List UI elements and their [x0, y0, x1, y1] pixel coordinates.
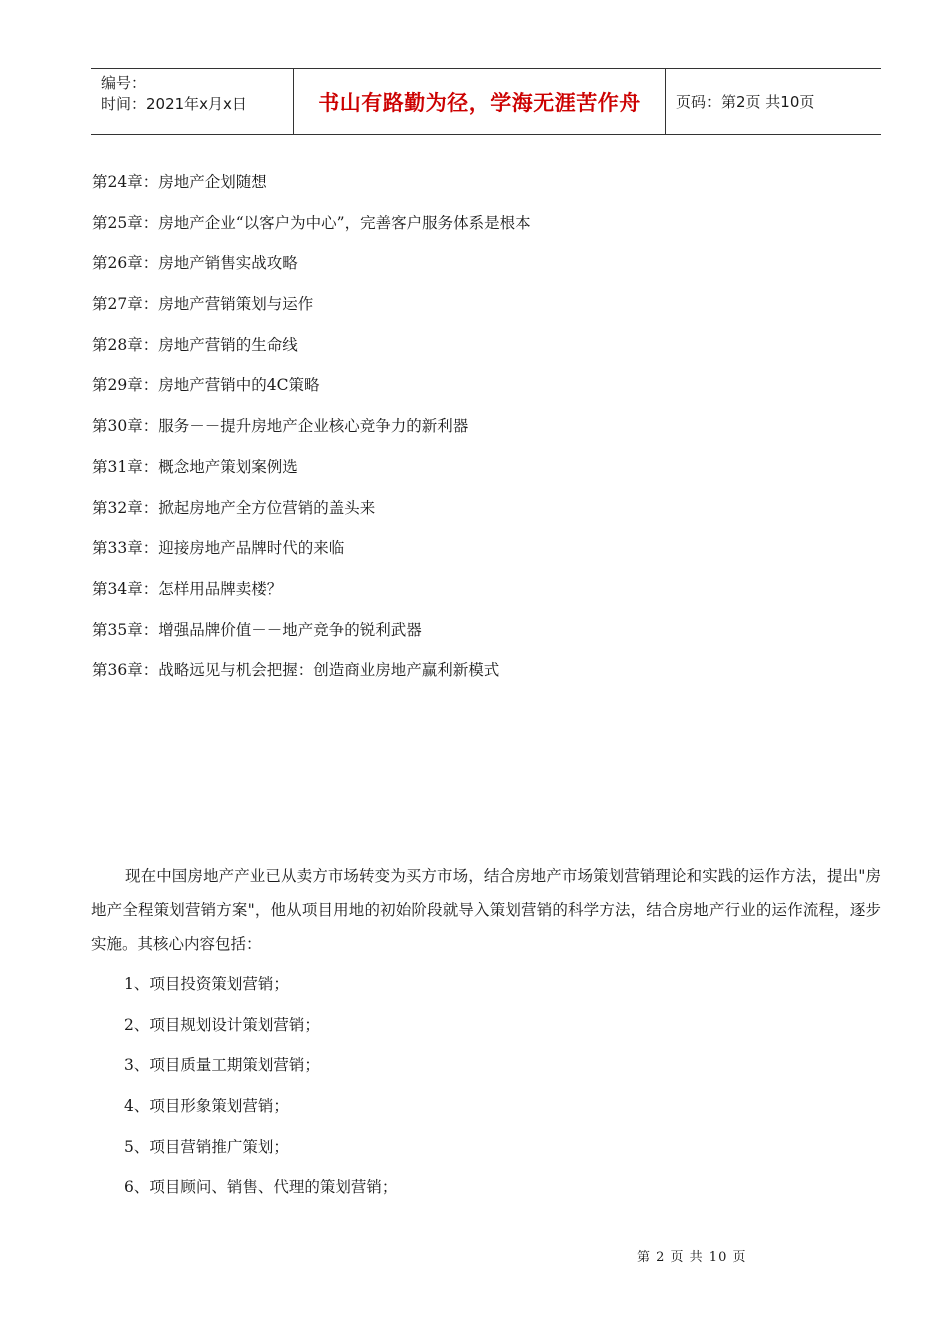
list-item: 4、项目形象策划营销；: [124, 1097, 289, 1116]
intro-paragraph: 现在中国房地产产业已从卖方市场转变为买方市场，结合房地产市场策划营销理论和实践的运作方法，提出"房地产全程策划营销方案"，他从项目用地的初始阶段就导入策划营销的科学方法，结合房地产行业的运作流程，逐步实施。其核心内容包括：: [91, 867, 881, 953]
chapter-item: 第26章：房地产销售实战攻略: [92, 254, 298, 273]
chapter-item: 第33章：迎接房地产品牌时代的来临: [92, 539, 345, 558]
chapter-item: 第24章：房地产企划随想: [92, 173, 267, 191]
page-header: [91, 68, 881, 135]
header-page-info: 页码：第2页 共10页: [676, 93, 815, 111]
header-meta: [91, 69, 293, 134]
list-item: 2、项目规划设计策划营销；: [124, 1015, 320, 1034]
chapter-item: 第27章：房地产营销策划与运作: [92, 295, 314, 314]
chapter-item: 第36章：战略远见与机会把握：创造商业房地产赢利新模式: [92, 661, 500, 680]
chapter-item: 第28章：房地产营销的生命线: [92, 335, 298, 354]
list-item: 1、项目投资策划营销；: [124, 975, 289, 993]
header-motto: 书山有路勤为径，学海无涯苦作舟: [293, 69, 666, 134]
core-content-list: [124, 971, 397, 1215]
chapter-item: 第32章：掀起房地产全方位营销的盖头来: [92, 498, 376, 517]
chapter-item: 第34章：怎样用品牌卖楼？: [92, 579, 283, 598]
page-footer: 第 2 页 共 10 页: [637, 1250, 747, 1265]
list-item: 5、项目营销推广策划；: [124, 1137, 289, 1156]
chapter-item: 第30章：服务－－提升房地产企业核心竞争力的新利器: [92, 417, 469, 436]
document-number: 编号：: [101, 74, 147, 92]
chapter-item: 第25章：房地产企业“以客户为中心”，完善客户服务体系是根本: [92, 213, 531, 232]
chapter-item: 第31章：概念地产策划案例选: [92, 457, 298, 476]
chapter-item: 第35章：增强品牌价值－－地产竞争的锐利武器: [92, 620, 422, 639]
list-item: 3、项目质量工期策划营销；: [124, 1056, 320, 1075]
document-time: 时间：2021年x月x日: [101, 95, 247, 113]
list-item: 6、项目顾问、销售、代理的策划营销；: [124, 1178, 398, 1197]
chapter-list: [92, 169, 531, 698]
chapter-item: 第29章：房地产营销中的4C策略: [92, 376, 320, 395]
